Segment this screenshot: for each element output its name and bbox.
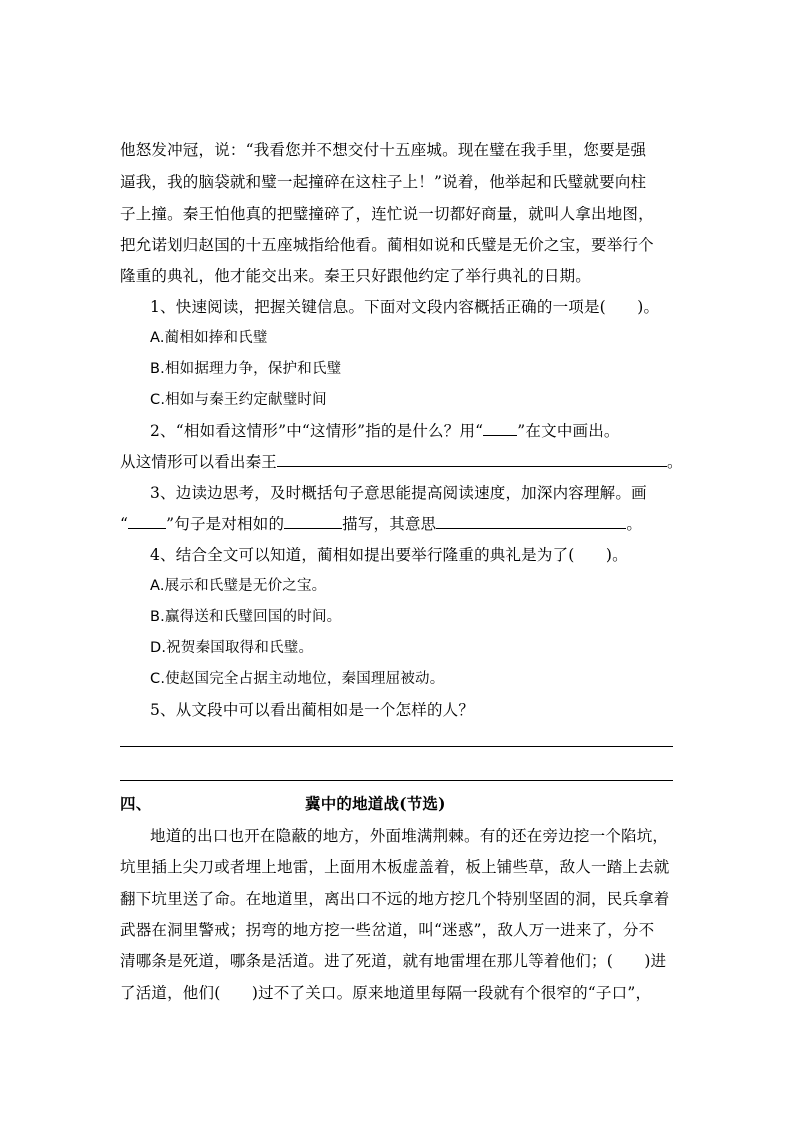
question-3-continued bbox=[120, 514, 642, 534]
q2-text-b: ”在文中画出。 bbox=[517, 422, 620, 440]
q2-mark-blank[interactable] bbox=[483, 421, 517, 436]
q4-option-d: D.祝贺秦国取得和氏璧。 bbox=[150, 640, 314, 656]
section4-line: 武器在洞里警戒；拐弯的地方挖一些岔道，叫“迷惑”，敌人万一进来了，分不 bbox=[120, 921, 655, 939]
section4-line: 翻下坑里送了命。在地道里，离出口不远的地方挖几个特别坚固的洞，民兵拿着 bbox=[120, 890, 670, 908]
question-4: 4、结合全文可以知道，蔺相如提出要举行隆重的典礼是为了( )。 bbox=[150, 546, 628, 564]
q1-option-c: C.相如与秦王约定献璧时间 bbox=[150, 392, 327, 408]
q4-option-c: C.使赵国完全占据主动地位，秦国理屈被动。 bbox=[150, 671, 445, 687]
section4-line: 了活道，他们( )过不了关口。原来地道里每隔一段就有个很窄的“子口”， bbox=[120, 984, 652, 1002]
q3-meaning-blank[interactable] bbox=[436, 514, 626, 529]
passage-line: 子上撞。秦王怕他真的把璧撞碎了，连忙说一切都好商量，就叫人拿出地图， bbox=[120, 205, 654, 223]
question-5: 5、从文段中可以看出蔺相如是一个怎样的人？ bbox=[150, 701, 475, 719]
answer-line[interactable] bbox=[120, 780, 673, 781]
q3-text-c: 描写，其意思 bbox=[342, 515, 437, 533]
question-3: 3、边读边思考，及时概括句子意思能提高阅读速度，加深内容理解。画 bbox=[150, 484, 647, 502]
passage-line: 把允诺划归赵国的十五座城指给他看。蔺相如说和氏璧是无价之宝，要举行个 bbox=[120, 236, 654, 254]
q3-text-b: ”句子是对相如的 bbox=[166, 515, 285, 533]
question-2-continued bbox=[120, 452, 683, 472]
passage-line: 隆重的典礼，他才能交出来。秦王只好跟他约定了举行典礼的日期。 bbox=[120, 267, 592, 285]
q2-prompt: 从这情形可以看出秦王 bbox=[120, 453, 278, 471]
q3-type-blank[interactable] bbox=[284, 514, 342, 529]
q2-period: 。 bbox=[667, 453, 683, 471]
question-2 bbox=[150, 421, 620, 441]
q4-option-b: B.赢得送和氏璧回国的时间。 bbox=[150, 609, 342, 625]
q1-option-b: B.相如据理力争，保护和氏璧 bbox=[150, 361, 342, 377]
answer-line[interactable] bbox=[120, 746, 673, 747]
q1-option-a: A.蔺相如捧和氏璧 bbox=[150, 330, 268, 346]
passage-line: 逼我，我的脑袋就和璧一起撞碎在这柱子上！”说着，他举起和氏璧就要向柱 bbox=[120, 173, 647, 191]
q3-period: 。 bbox=[626, 515, 643, 533]
q3-open-quote: “ bbox=[120, 515, 129, 533]
section-title: 冀中的地道战(节选) bbox=[305, 794, 446, 813]
passage-line: 他怒发冲冠，说：“我看您并不想交付十五座城。现在璧在我手里，您要是强 bbox=[120, 141, 647, 159]
section4-line: 地道的出口也开在隐蔽的地方，外面堆满荆棘。有的还在旁边挖一个陷坑， bbox=[150, 827, 669, 845]
section-number: 四、 bbox=[120, 794, 152, 813]
q2-text-a: 2、“相如看这情形”中“这情形”指的是什么？用“ bbox=[150, 422, 484, 440]
q3-mark-blank[interactable] bbox=[128, 514, 166, 529]
question-1: 1、快速阅读，把握关键信息。下面对文段内容概括正确的一项是( )。 bbox=[150, 298, 660, 316]
section4-line: 坑里插上尖刀或者埋上地雷，上面用木板虚盖着，板上铺些草，敌人一踏上去就 bbox=[120, 858, 670, 876]
q2-answer-blank[interactable] bbox=[277, 452, 667, 467]
section4-line: 清哪条是死道，哪条是活道。进了死道，就有地雷埋在那儿等着他们；( )进 bbox=[120, 952, 667, 970]
q4-option-a: A.展示和氏璧是无价之宝。 bbox=[150, 578, 327, 594]
